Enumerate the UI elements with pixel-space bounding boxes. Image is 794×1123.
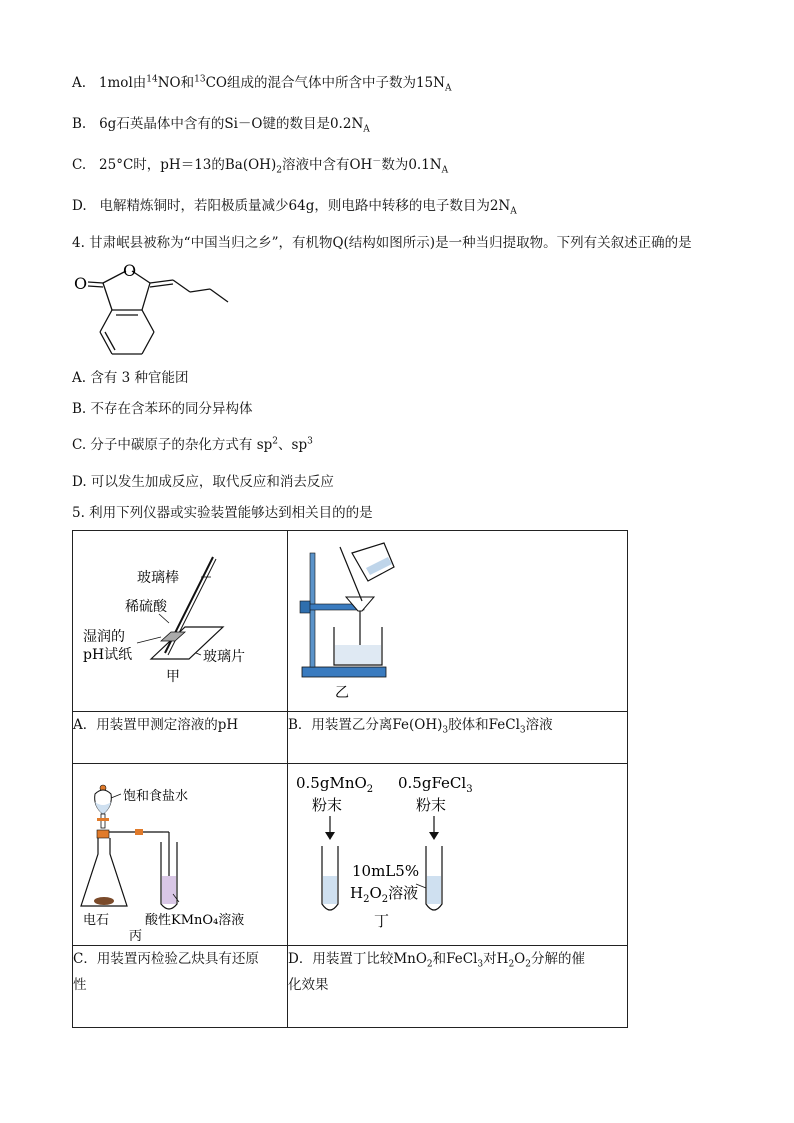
superscript: 3 [307, 436, 313, 447]
subscript: A [444, 83, 452, 94]
caption-d [288, 946, 628, 1028]
label-mno2: 0.5gMnO$_2$ [296, 774, 374, 795]
superscript: 2 [272, 436, 279, 447]
option-label: A. [72, 75, 87, 91]
formula: FeCl [488, 717, 520, 733]
formula: H [496, 951, 509, 967]
caption-text: 胶体和 [448, 717, 489, 733]
option-label: C. [72, 157, 87, 173]
q3-option-b [72, 115, 370, 133]
subscript: 2 [276, 165, 282, 176]
option-text: 电解精炼铜时，若阳极质量减少 [99, 198, 289, 214]
option-text: 的 [211, 157, 225, 173]
subscript: A [363, 124, 370, 135]
caption-b [288, 712, 628, 764]
figure-name: 丁 [374, 912, 390, 930]
q4-stem: 4. 甘肃岷县被称为“中国当归之乡”，有机物Q(结构如图所示)是一种当归提取物。下列有关叙述正确的是 [72, 235, 692, 251]
caption-c [73, 946, 288, 1028]
q5-table [72, 530, 628, 1028]
figure-bing [73, 764, 287, 941]
caption-line: 化效果 [288, 977, 329, 993]
q4-option-d: D. 可以发生加成反应，取代反应和消去反应 [72, 474, 334, 490]
figure-name: 甲 [166, 669, 180, 685]
formula: Fe(OH) [392, 717, 443, 733]
q4-option-b: B. 不存在含苯环的同分异构体 [72, 401, 253, 417]
bond: Si－O [224, 116, 263, 132]
label-volume: 10mL5% [352, 862, 420, 880]
figure-ding [288, 764, 627, 941]
caption-text: 溶液 [525, 717, 553, 733]
subscript: A [510, 206, 517, 217]
label-fecl3: 0.5gFeCl$_3$ [398, 774, 473, 795]
option-text: 数为 [381, 157, 409, 173]
option-text: 25°C时， [99, 157, 161, 173]
label-dilute-acid: 稀硫酸 [125, 599, 167, 615]
label-brine: 饱和食盐水 [123, 789, 189, 804]
charge: － [372, 156, 382, 167]
option-text: 溶液中含有 [281, 157, 350, 173]
label-h2o2: $H_2O_2$溶液 [350, 884, 419, 905]
subscript: 2 [525, 959, 531, 970]
value: 15N [415, 75, 445, 91]
option-text: 键的数目是 [262, 116, 330, 132]
caption-line: C．用装置丙检验乙炔具有还原 [73, 951, 259, 967]
caption-text: D．用装置丁比较 [288, 951, 394, 967]
option-label: B. [72, 116, 87, 132]
ion: OH [349, 157, 373, 173]
q5-stem: 5. 利用下列仪器或实验装置能够达到相关目的的是 [72, 505, 373, 521]
label-wet: 湿润的 [83, 629, 125, 645]
ph-value: pH＝13 [160, 157, 212, 173]
formula: Ba(OH) [224, 157, 277, 173]
isotope-mass: 13 [194, 74, 206, 85]
carbonyl-oxygen: O [74, 274, 88, 293]
caption-text: 分解的催 [530, 951, 585, 967]
q4-option-c [72, 436, 313, 454]
option-label: D. [72, 198, 87, 214]
option-text: 、sp [278, 437, 308, 453]
subscript: 2 [508, 959, 515, 970]
q4-option-a: A. 含有 3 种官能团 [72, 370, 189, 386]
cell-fig-jia [73, 531, 288, 712]
figure-name: 乙 [335, 685, 349, 701]
option-text: CO组成的混合气体中所含中子数为 [205, 75, 416, 91]
value: 2N [489, 198, 511, 214]
caption-a [73, 712, 288, 764]
q3-option-d [72, 197, 517, 215]
cell-fig-bing [73, 764, 288, 946]
q3-option-c [72, 156, 448, 174]
option-text: 1mol由 [98, 75, 147, 91]
subscript: A [441, 165, 449, 176]
figure-yi [288, 531, 627, 707]
formula: O [514, 951, 526, 967]
subscript: 3 [477, 959, 484, 970]
figure-name: 丙 [129, 929, 143, 941]
caption-text: 和 [432, 951, 447, 967]
label-carbide: 电石 [83, 913, 110, 928]
subscript: 3 [442, 725, 449, 736]
option-text: 6g石英晶体中含有的 [99, 116, 225, 132]
label-ph-paper: pH试纸 [83, 647, 133, 663]
figure-jia [73, 531, 287, 707]
cell-fig-yi [288, 531, 628, 712]
caption-text: B．用装置乙分离 [288, 717, 393, 733]
option-text: C. 分子中碳原子的杂化方式有 sp [72, 437, 273, 453]
subscript: 2 [426, 959, 433, 970]
caption-line: 性 [73, 977, 87, 993]
ph-symbol: pH [217, 717, 239, 733]
mass: 64g [288, 198, 315, 214]
formula: FeCl [446, 951, 478, 967]
value: 0.1N [408, 157, 442, 173]
option-text: ，则电路中转移的电子数目为 [314, 198, 490, 214]
label-powder: 粉末 [416, 796, 447, 814]
caption-text: 对 [483, 951, 497, 967]
structure-q [68, 258, 238, 368]
formula: MnO [393, 951, 427, 967]
cell-fig-ding [288, 764, 628, 946]
label-kmno4: 酸性KMnO₄溶液 [145, 913, 245, 928]
option-text: NO和 [157, 75, 195, 91]
caption-text: A．用装置甲测定溶液的 [73, 717, 218, 733]
isotope-mass: 14 [146, 74, 158, 85]
subscript: 3 [519, 725, 526, 736]
label-powder: 粉末 [312, 796, 343, 814]
value: 0.2N [329, 116, 364, 132]
ring-oxygen: O [123, 261, 137, 280]
caption-line [288, 946, 627, 972]
q3-option-a [72, 74, 451, 92]
label-glass-slide: 玻璃片 [203, 649, 245, 665]
label-glass-rod: 玻璃棒 [137, 570, 179, 586]
